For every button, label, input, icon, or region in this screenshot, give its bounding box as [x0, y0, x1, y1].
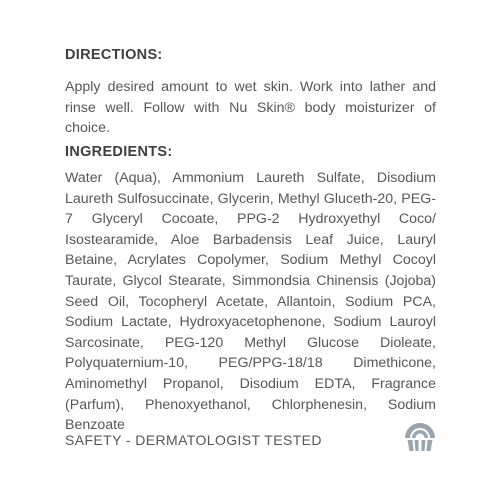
directions-text: Apply desired amount to wet skin. Work into lather and rinse well. Follow with Nu Skin® body moisturizer of choice.	[65, 79, 436, 137]
directions-heading: DIRECTIONS:	[65, 47, 163, 63]
ingredients-text: Water (Aqua), Ammonium Laureth Sulfate, Disodium Laureth Sulfosuccinate, Glycerin, Methyl Gluceth-20, PEG-7 Glyceryl Cocoate, PPG-2 Hydroxyethyl Coco/ Isostearamide, Aloe Barbadensis Leaf Juice, Lauryl Betaine, Acrylates Copolymer, Sodium Methyl Cocoyl Taurate, Glycol Stearate, Simmondsia Chinensis (Jojoba) Seed Oil, Tocopheryl Acetate, Allantoin, Sodium PCA, Sodium Lactate, Hydroxyacetophenone, Sodium Lauroyl Sarcosinate, PEG-120 Methyl Glucose Dioleate, Polyquaternium-10, PEG/PPG-18/18 Dimethicone, Aminomethyl Propanol, Disodium EDTA, Fragrance (Parfum), Phenoxyethanol, Chlorphenesin, Sodium Benzoate	[65, 170, 436, 434]
ingredients-heading: INGREDIENTS:	[65, 144, 173, 160]
nu-skin-logo-icon	[403, 418, 437, 454]
safety-statement: SAFETY - DERMATOLOGIST TESTED	[65, 432, 322, 448]
